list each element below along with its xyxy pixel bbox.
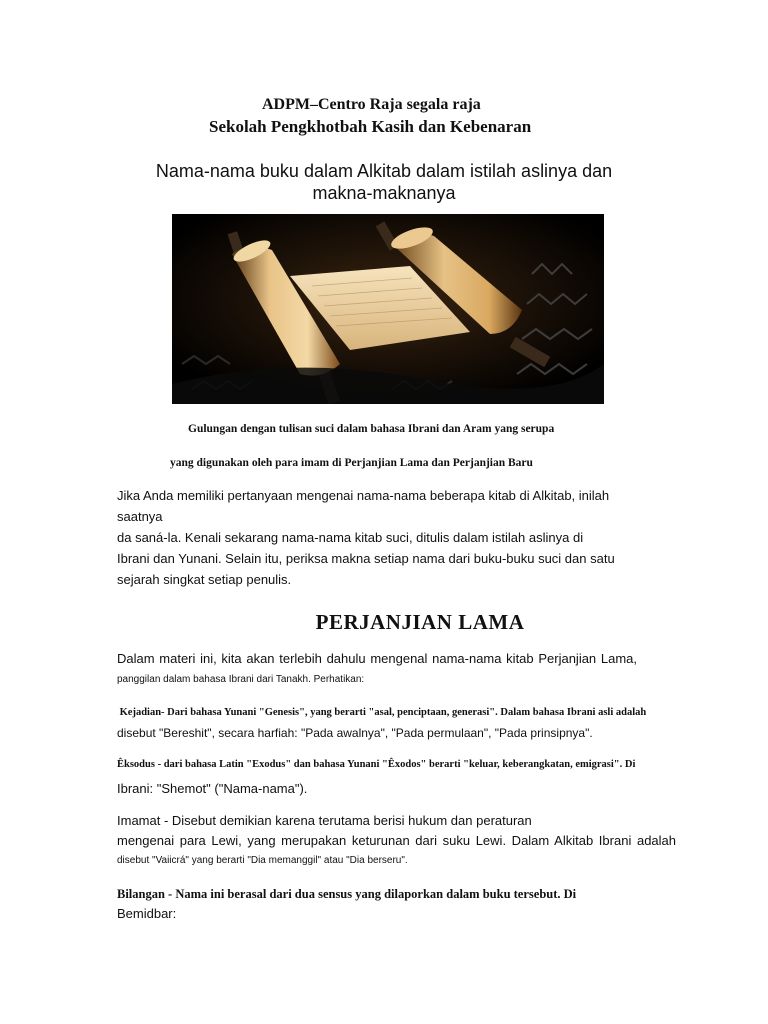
header-organization: ADPM–Centro Raja segala raja — [262, 96, 481, 113]
header-school: Sekolah Pengkhotbah Kasih dan Kebenaran — [209, 117, 532, 136]
section-intro-line-1: Dalam materi ini, kita akan terlebih dahulu mengenal nama-nama kitab Perjanjian Lama, — [117, 651, 637, 666]
kejadian-entry-line-1: Kejadian- Dari bahasa Yunani "Genesis", yang berarti "asal, penciptaan, generasi". Dalam bahasa Ibrani asli adalah — [117, 707, 647, 718]
intro-line: Jika Anda memiliki pertanyaan mengenai nama-nama beberapa kitab di Alkitab, inilah saatnya — [117, 488, 610, 524]
eksodus-entry-line-1: Êksodus - dari bahasa Latin "Exodus" dan bahasa Yunani "Êxodos" berarti "keluar, keberangkatan, emigrasi". Di — [117, 759, 636, 770]
document-title-line-1: Nama-nama buku dalam Alkitab dalam istilah aslinya dan — [155, 161, 613, 181]
eksodus-entry-line-2: Ibrani: "Shemot" ("Nama-nama"). — [117, 781, 308, 796]
intro-line: sejarah singkat setiap penulis. — [117, 572, 292, 587]
intro-line: Ibrani dan Yunani. Selain itu, periksa makna setiap nama dari buku-buku suci dan satu — [117, 551, 615, 566]
intro-paragraph — [117, 485, 657, 590]
image-caption-line-1: Gulungan dengan tulisan suci dalam bahasa Ibrani dan Aram yang serupa — [188, 423, 555, 435]
section-heading: PERJANJIAN LAMA — [315, 610, 525, 634]
torah-scroll-illustration — [172, 214, 604, 404]
torah-scroll-image — [172, 214, 604, 404]
document-title — [0, 160, 768, 204]
bilangan-entry-line-1: Bilangan - Nama ini berasal dari dua sensus yang dilaporkan dalam buku tersebut. Di — [117, 887, 577, 901]
imamat-entry-line-3: disebut "Vaiicrá" yang berarti "Dia memanggil" atau "Dia berseru". — [117, 855, 408, 866]
bilangan-entry-line-2: Bemidbar: — [117, 906, 177, 921]
kejadian-entry-line-2: disebut "Bereshit", secara harfiah: "Pada awalnya", "Pada permulaan", "Pada prinsipnya". — [117, 726, 593, 740]
imamat-entry-line-2: mengenai para Lewi, yang merupakan keturunan dari suku Lewi. Dalam Alkitab Ibrani adalah — [117, 833, 676, 848]
document-title-line-2: makna-maknanya — [312, 183, 456, 203]
section-intro-line-2: panggilan dalam bahasa Ibrani dari Tanakh. Perhatikan: — [117, 674, 365, 685]
imamat-entry-line-1: Imamat - Disebut demikian karena terutama berisi hukum dan peraturan — [117, 813, 532, 828]
image-caption-line-2: yang digunakan oleh para imam di Perjanjian Lama dan Perjanjian Baru — [170, 457, 533, 469]
intro-line: da saná-la. Kenali sekarang nama-nama kitab suci, ditulis dalam istilah aslinya di — [117, 530, 584, 545]
